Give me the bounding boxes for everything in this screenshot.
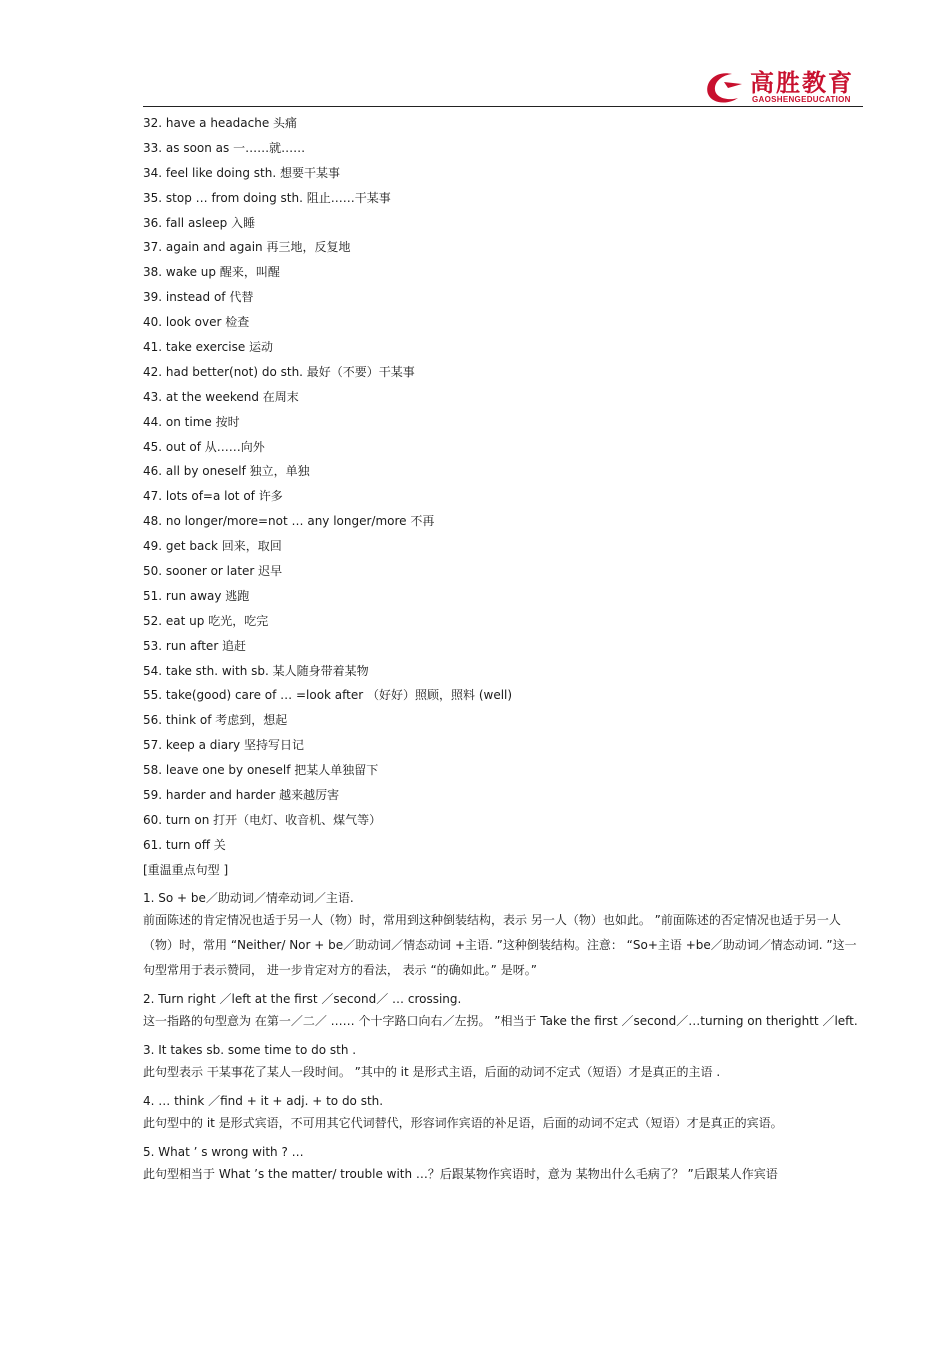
document-body xyxy=(143,111,863,1187)
list-item: 60. turn on 打开（电灯、收音机、煤气等） xyxy=(143,812,382,827)
list-item: 53. run after 追赶 xyxy=(143,638,247,653)
list-item: 48. no longer/more=not … any longer/more 不再 xyxy=(143,514,435,529)
pattern-title: 4. … think ／find + it + adj. + to do sth. xyxy=(143,1093,384,1108)
logo-swirl-icon xyxy=(702,68,748,106)
list-item: 54. take sth. with sb. 某人随身带着某物 xyxy=(143,663,369,678)
list-item: 46. all by oneself 独立，单独 xyxy=(143,464,310,479)
list-item: 39. instead of 代替 xyxy=(143,290,254,305)
pattern-explanation: 此句型中的 it 是形式宾语，不可用其它代词替代，形容词作宾语的补足语，后面的动词不定式（短语）才是真正的宾语。 xyxy=(143,1115,783,1130)
list-item: 61. turn off 关 xyxy=(143,837,226,852)
pattern-title: 2. Turn right ／left at the first ／second／ … crossing. xyxy=(143,991,462,1006)
sentence-pattern xyxy=(143,1142,863,1187)
phrase-list xyxy=(143,111,863,858)
list-item: 50. sooner or later 迟早 xyxy=(143,564,283,579)
header-divider xyxy=(143,106,863,107)
list-item: 57. keep a diary 坚持写日记 xyxy=(143,738,304,753)
sentence-pattern xyxy=(143,1091,863,1136)
pattern-explanation: 此句型表示 干某事花了某人一段时间。 ”其中的 it 是形式主语，后面的动词不定式（短语）才是真正的主语 . xyxy=(143,1064,721,1079)
list-item: 41. take exercise 运动 xyxy=(143,340,274,355)
list-item: 51. run away 逃跑 xyxy=(143,588,250,603)
sentence-pattern xyxy=(143,888,863,983)
list-item: 35. stop … from doing sth. 阻止……干某事 xyxy=(143,190,391,205)
sentence-pattern xyxy=(143,989,863,1034)
pattern-explanation: 这一指路的句型意为 在第一／二／ …… 个十字路口向右／左拐。 ”相当于 Take the first ／second／…turning on therightt ／left. xyxy=(143,1013,858,1028)
list-item: 49. get back 回来，取回 xyxy=(143,539,282,554)
list-item: 42. had better(not) do sth. 最好（不要）干某事 xyxy=(143,364,415,379)
list-item: 40. look over 检查 xyxy=(143,315,250,330)
pattern-title: 3. It takes sb. some time to do sth . xyxy=(143,1042,357,1057)
list-item: 43. at the weekend 在周末 xyxy=(143,389,299,404)
list-item: 52. eat up 吃光，吃完 xyxy=(143,613,269,628)
sentence-pattern xyxy=(143,1040,863,1085)
logo xyxy=(702,68,867,106)
list-item: 37. again and again 再三地，反复地 xyxy=(143,240,351,255)
logo-english-text: GAOSHENGEDUCATION xyxy=(752,95,851,104)
pattern-title: 5. What ’ s wrong with ? … xyxy=(143,1144,304,1159)
list-item: 34. feel like doing sth. 想要干某事 xyxy=(143,165,340,180)
list-item: 59. harder and harder 越来越厉害 xyxy=(143,788,340,803)
pattern-explanation: 前面陈述的肯定情况也适于另一人（物）时，常用到这种倒装结构，表示 另一人（物）也如此。 ”前面陈述的否定情况也适于另一人（物）时，常用 “Neither/ Nor + be／助动词／情态动词 +主语. ”这种倒装结构。注意： “So+主语 +be／助动词／情态动词. ”这一句型常用于表示赞同， 进一步肯定对方的看法， 表示 “的确如此。” 是呀。” xyxy=(143,912,857,977)
list-item: 36. fall asleep 入睡 xyxy=(143,215,256,230)
list-item: 56. think of 考虑到，想起 xyxy=(143,713,288,728)
list-item: 47. lots of=a lot of 许多 xyxy=(143,489,283,504)
pattern-explanation: 此句型相当于 What ’s the matter/ trouble with …？后跟某物作宾语时，意为 某物出什么毛病了？ ”后跟某人作宾语 xyxy=(143,1166,778,1181)
list-item: 45. out of 从……向外 xyxy=(143,439,265,454)
list-item: 44. on time 按时 xyxy=(143,414,240,429)
list-item: 38. wake up 醒来，叫醒 xyxy=(143,265,280,280)
list-item: 58. leave one by oneself 把某人单独留下 xyxy=(143,763,379,778)
list-item: 55. take(good) care of … =look after （好好）照顾，照料 (well) xyxy=(143,688,513,703)
section-title: [重温重点句型 ] xyxy=(143,862,229,877)
list-item: 32. have a headache 头痛 xyxy=(143,116,298,130)
logo-chinese-text: 高胜教育 xyxy=(750,68,854,97)
list-item: 33. as soon as 一……就…… xyxy=(143,140,306,155)
pattern-title: 1. So + be／助动词／情牵动词／主语. xyxy=(143,890,354,905)
